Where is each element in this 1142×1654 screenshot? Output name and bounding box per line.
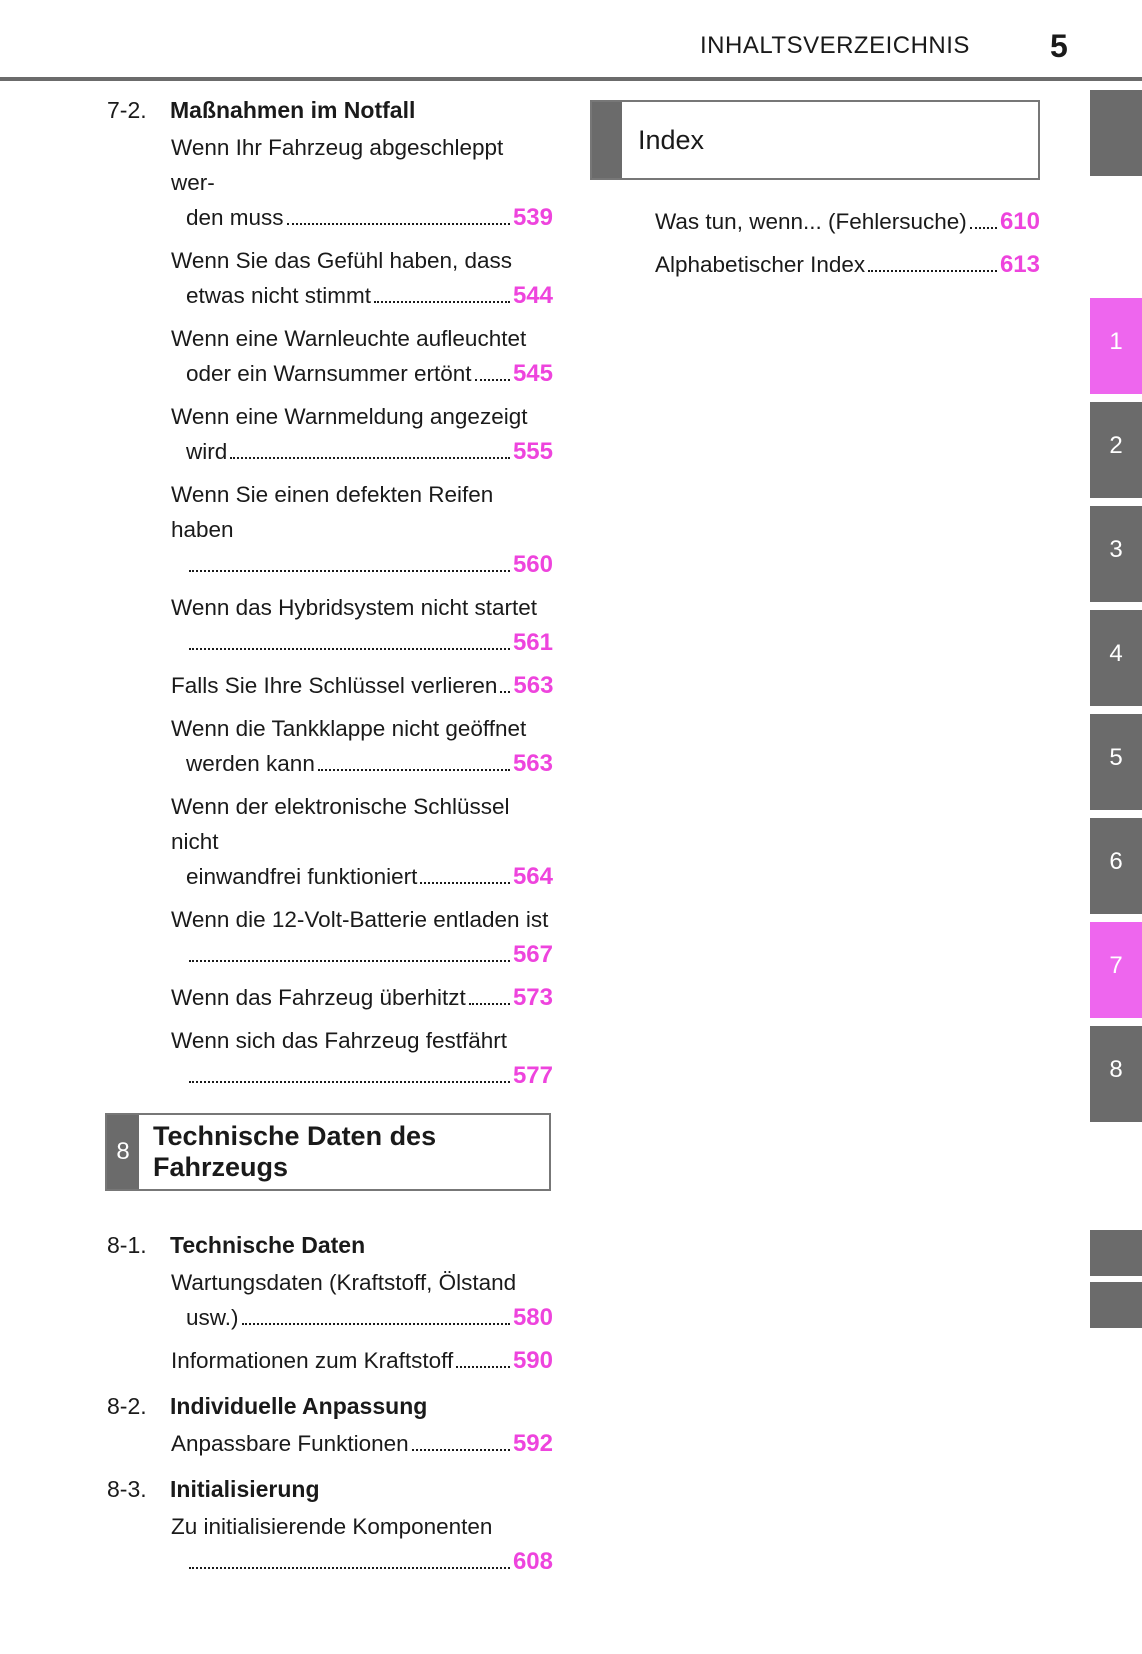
page-reference[interactable]: 545 <box>512 360 553 387</box>
toc-entry[interactable] <box>171 399 553 469</box>
toc-entry-title: Wenn eine Warnleuchte aufleuchtet <box>171 326 527 351</box>
page-reference[interactable]: 563 <box>512 750 553 777</box>
dot-leader <box>242 1323 510 1325</box>
tab-chapter-4[interactable]: 4 <box>1090 610 1142 706</box>
page-reference[interactable]: 567 <box>512 941 553 968</box>
dot-leader <box>287 223 510 225</box>
dot-leader <box>500 691 510 693</box>
toc-entry-label: Informationen zum Kraftstoff <box>171 1348 454 1373</box>
section-heading <box>107 90 553 130</box>
section-heading <box>107 1469 553 1509</box>
toc-entry-label: werden kann <box>186 751 315 776</box>
section-title: Individuelle Anpassung <box>170 1393 428 1419</box>
toc-entry-label: Wenn das Fahrzeug überhitzt <box>171 985 466 1010</box>
toc-entry-title: Wenn Sie das Gefühl haben, dass <box>171 248 513 273</box>
toc-entry-title: Wenn sich das Fahrzeug festfährt <box>171 1028 508 1053</box>
section-number: 8-1. <box>107 1232 147 1258</box>
page-reference[interactable]: 608 <box>512 1548 553 1575</box>
dot-leader <box>970 227 997 229</box>
section-number: 8-2. <box>107 1393 147 1419</box>
header-title: INHALTSVERZEICHNIS <box>700 32 970 59</box>
toc-entry[interactable] <box>171 902 553 972</box>
chapter-title: Technische Daten des Fahrzeugs <box>153 1121 437 1182</box>
page-reference[interactable]: 564 <box>512 863 553 890</box>
dot-leader <box>374 301 510 303</box>
toc-entry-label: Falls Sie Ihre Schlüssel verlieren <box>171 673 498 698</box>
page-reference[interactable]: 544 <box>512 282 553 309</box>
page-reference[interactable]: 610 <box>999 208 1040 235</box>
index-list <box>655 204 1040 282</box>
toc-entry-label: Was tun, wenn... (Fehlersuche) <box>655 209 967 234</box>
toc-entry-label: den muss <box>186 205 284 230</box>
dot-leader <box>412 1449 510 1451</box>
section-title: Maßnahmen im Notfall <box>170 97 416 123</box>
toc-entry[interactable] <box>171 1265 553 1335</box>
page-reference[interactable]: 573 <box>512 984 553 1011</box>
toc-entry-title: Wartungsdaten (Kraftstoff, Ölstand <box>171 1270 517 1295</box>
left-column <box>107 90 553 1587</box>
toc-list <box>107 1509 553 1579</box>
index-title: Index <box>638 124 705 155</box>
page-reference[interactable]: 563 <box>513 672 554 699</box>
dot-leader <box>469 1003 510 1005</box>
toc-entry-title: Wenn das Hybridsystem nicht startet <box>171 595 537 620</box>
tab-chapter-6[interactable]: 6 <box>1090 818 1142 914</box>
toc-list <box>107 130 553 1093</box>
toc-entry[interactable] <box>171 1343 553 1378</box>
section-number: 7-2. <box>107 97 147 123</box>
page-reference[interactable]: 555 <box>512 438 553 465</box>
toc-entry-title: Wenn die 12-Volt-Batterie entladen ist <box>171 907 549 932</box>
page-reference[interactable]: 539 <box>512 204 553 231</box>
toc-entry[interactable] <box>171 1426 553 1461</box>
toc-entry[interactable] <box>171 980 553 1015</box>
dot-leader <box>189 570 510 572</box>
tab-chapter-5[interactable]: 5 <box>1090 714 1142 810</box>
toc-entry[interactable] <box>655 247 1040 282</box>
page-number: 5 <box>1050 28 1068 64</box>
toc-entry-title: Wenn die Tankklappe nicht geöffnet <box>171 716 527 741</box>
tab-chapter-2[interactable]: 2 <box>1090 402 1142 498</box>
toc-entry[interactable] <box>171 789 553 894</box>
toc-entry[interactable] <box>171 1509 553 1579</box>
toc-entry-label: wird <box>186 439 228 464</box>
page-reference[interactable]: 577 <box>512 1062 553 1089</box>
toc-entry-label: oder ein Warnsummer ertönt <box>186 361 472 386</box>
toc-entry[interactable] <box>171 711 553 781</box>
toc-list <box>107 1426 553 1461</box>
toc-entry-title: Wenn Ihr Fahrzeug abgeschleppt wer- <box>171 135 504 195</box>
toc-entry-label: usw.) <box>186 1305 239 1330</box>
tab-blank <box>1090 1282 1142 1328</box>
toc-entry[interactable] <box>171 321 553 391</box>
header-divider <box>0 77 1142 81</box>
tab-blank <box>1090 1230 1142 1276</box>
tab-chapter-8[interactable]: 8 <box>1090 1026 1142 1122</box>
dot-leader <box>189 1081 510 1083</box>
section-title: Technische Daten <box>170 1232 366 1258</box>
dot-leader <box>230 457 510 459</box>
page-reference[interactable]: 580 <box>512 1304 553 1331</box>
dot-leader <box>475 379 510 381</box>
dot-leader <box>456 1366 510 1368</box>
toc-entry-label: Alphabetischer Index <box>655 252 866 277</box>
toc-entry-label: Anpassbare Funktionen <box>171 1431 409 1456</box>
toc-entry-label: etwas nicht stimmt <box>186 283 372 308</box>
section-heading <box>107 1386 553 1426</box>
page-reference[interactable]: 590 <box>512 1347 553 1374</box>
right-column <box>590 100 1040 290</box>
toc-entry-label: einwandfrei funktioniert <box>186 864 418 889</box>
dot-leader <box>318 769 510 771</box>
toc-entry[interactable] <box>171 668 553 703</box>
page-reference[interactable]: 592 <box>512 1430 553 1457</box>
toc-entry-title: Wenn eine Warnmeldung angezeigt <box>171 404 528 429</box>
toc-entry-title: Wenn Sie einen defekten Reifen haben <box>171 482 494 542</box>
chapter-heading[interactable] <box>105 1113 551 1191</box>
tab-chapter-3[interactable]: 3 <box>1090 506 1142 602</box>
dot-leader <box>189 648 510 650</box>
toc-entry[interactable] <box>171 477 553 582</box>
tab-chapter-1[interactable]: 1 <box>1090 298 1142 394</box>
dot-leader <box>868 270 997 272</box>
tab-blank <box>1090 90 1142 176</box>
page-reference[interactable]: 561 <box>512 629 553 656</box>
dot-leader <box>189 1567 510 1569</box>
section-title: Initialisierung <box>170 1476 320 1502</box>
dot-leader <box>420 882 510 884</box>
toc-entry-title: Wenn der elektronische Schlüssel nicht <box>171 794 510 854</box>
toc-entry[interactable] <box>171 243 553 313</box>
toc-entry[interactable] <box>171 1023 553 1093</box>
tab-chapter-7[interactable]: 7 <box>1090 922 1142 1018</box>
section-heading <box>107 1225 553 1265</box>
toc-entry-title: Zu initialisierende Komponenten <box>171 1514 493 1539</box>
chapter-number: 8 <box>107 1115 139 1189</box>
toc-list <box>107 1265 553 1378</box>
index-heading-bar <box>592 102 622 178</box>
index-heading[interactable] <box>590 100 1040 180</box>
toc-entry[interactable] <box>171 590 553 660</box>
page-reference[interactable]: 560 <box>512 551 553 578</box>
dot-leader <box>189 960 510 962</box>
section-number: 8-3. <box>107 1476 147 1502</box>
toc-entry[interactable] <box>655 204 1040 239</box>
page-reference[interactable]: 613 <box>999 251 1040 278</box>
toc-entry[interactable] <box>171 130 553 235</box>
